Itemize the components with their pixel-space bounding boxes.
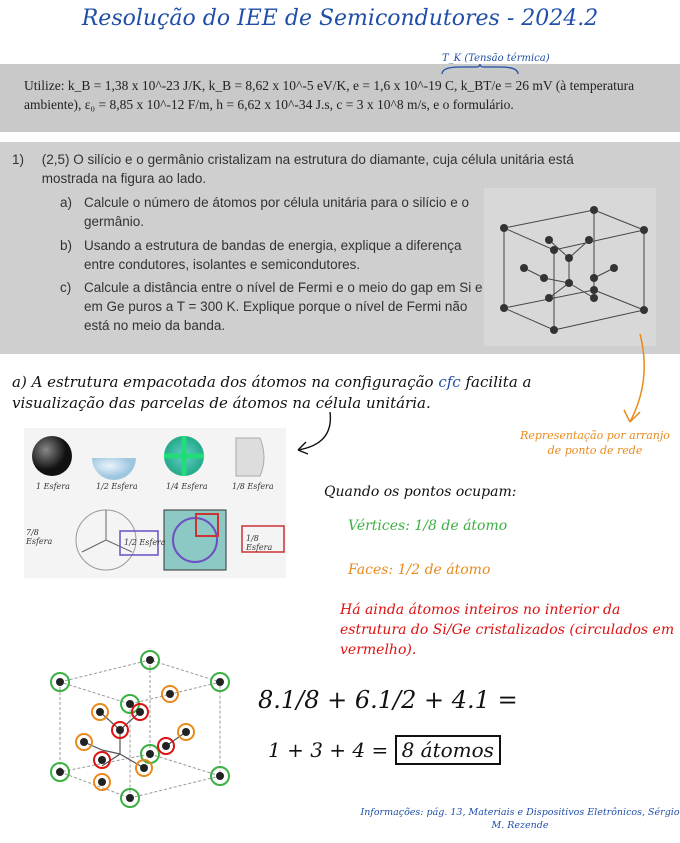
item-letter: a) xyxy=(60,195,73,210)
item-text: Calcule a distância entre o nível de Fermi e o meio do gap em Si e em Ge puros a T = 300 K. Explique porque o nível de Fermi não está no meio da banda. xyxy=(84,280,483,333)
representation-note: Representação por arranjo de ponto de rede xyxy=(520,429,670,457)
constants-line-2: ambiente), ε₀ = 8,85 x 10^-12 F/m, h = 6,62 x 10^-34 J.s, c = 3 x 10^8 m/s, e o formulário. xyxy=(24,97,514,112)
question-intro: (2,5) O silício e o germânio cristalizam na estrutura do diamante, cuja célula unitária está mostrada na figura ao lado. xyxy=(41,152,574,186)
diamond-unit-cell-image xyxy=(484,188,656,346)
constants-text xyxy=(24,76,664,114)
question-number: 1) xyxy=(12,152,25,167)
sphere-icon xyxy=(32,436,72,476)
equation-sum: 1 + 3 + 4 = xyxy=(268,738,389,762)
fraction-label: 1/4 Esfera xyxy=(166,482,208,491)
question-item-b xyxy=(60,236,494,274)
fraction-label: 7/8 Esfera xyxy=(26,528,53,546)
fraction-label: 1/2 Esfera xyxy=(96,482,138,491)
thermal-voltage-note: T_K (Tensão térmica) xyxy=(442,53,550,64)
answer-a xyxy=(12,372,622,414)
page-title: Resolução do IEE de Semicondutores - 2024.2 xyxy=(81,6,599,31)
constants-line-1: Utilize: k_B = 1,38 x 10^-23 J/K, k_B = 8,62 x 10^-5 eV/K, e = 1,6 x 10^-19 C, k_BT/e = 26 mV (à temperatura xyxy=(24,78,635,93)
item-letter: c) xyxy=(60,280,72,295)
equation-result: 8 átomos xyxy=(395,735,501,765)
brace-mark xyxy=(440,64,520,76)
question-item-c xyxy=(60,278,494,335)
reference-info: Informações: pág. 13, Materiais e Dispositivos Eletrônicos, Sérgio M. Rezende xyxy=(360,807,680,831)
curved-arrow xyxy=(290,410,336,456)
note-quando: Quando os pontos ocupam: xyxy=(324,484,517,500)
orange-arrow xyxy=(600,330,660,430)
note-vertices: Vértices: 1/8 de átomo xyxy=(348,518,508,534)
note-interior: Há ainda átomos inteiros no interior da estrutura do Si/Ge cristalizados (circulados em vermelho). xyxy=(340,602,675,658)
item-text: Usando a estrutura de bandas de energia, explique a diferença entre condutores, isolantes e semicondutores. xyxy=(84,238,462,272)
question-item-a xyxy=(60,193,494,231)
sphere-fractions-figure xyxy=(24,428,286,578)
item-letter: b) xyxy=(60,238,73,253)
item-text: Calcule o número de átomos por célula unitária para o silício e o germânio. xyxy=(84,195,469,229)
fraction-label: 1/2 Esfera xyxy=(124,538,166,547)
answer-a-suffix: facilita a visualização das parcelas de átomos na célula unitária. xyxy=(12,373,532,412)
equation-line-2 xyxy=(268,738,501,762)
lattice-diagram xyxy=(40,642,240,822)
answer-a-prefix: a) A estrutura empacotada dos átomos na configuração xyxy=(12,373,434,391)
equation-line-1: 8.1/8 + 6.1/2 + 4.1 = xyxy=(258,686,518,714)
fraction-label: 1 Esfera xyxy=(36,482,70,491)
answer-a-cfc: cfc xyxy=(438,373,461,391)
sphere-fractions-drawing xyxy=(24,428,286,578)
eighth-sphere-icon xyxy=(236,438,264,476)
note-faces: Faces: 1/2 de átomo xyxy=(348,562,491,578)
half-sphere-icon xyxy=(92,458,136,480)
question-1 xyxy=(12,150,642,188)
fraction-label: 1/8 Esfera xyxy=(246,534,273,552)
fraction-label: 1/8 Esfera xyxy=(232,482,274,491)
